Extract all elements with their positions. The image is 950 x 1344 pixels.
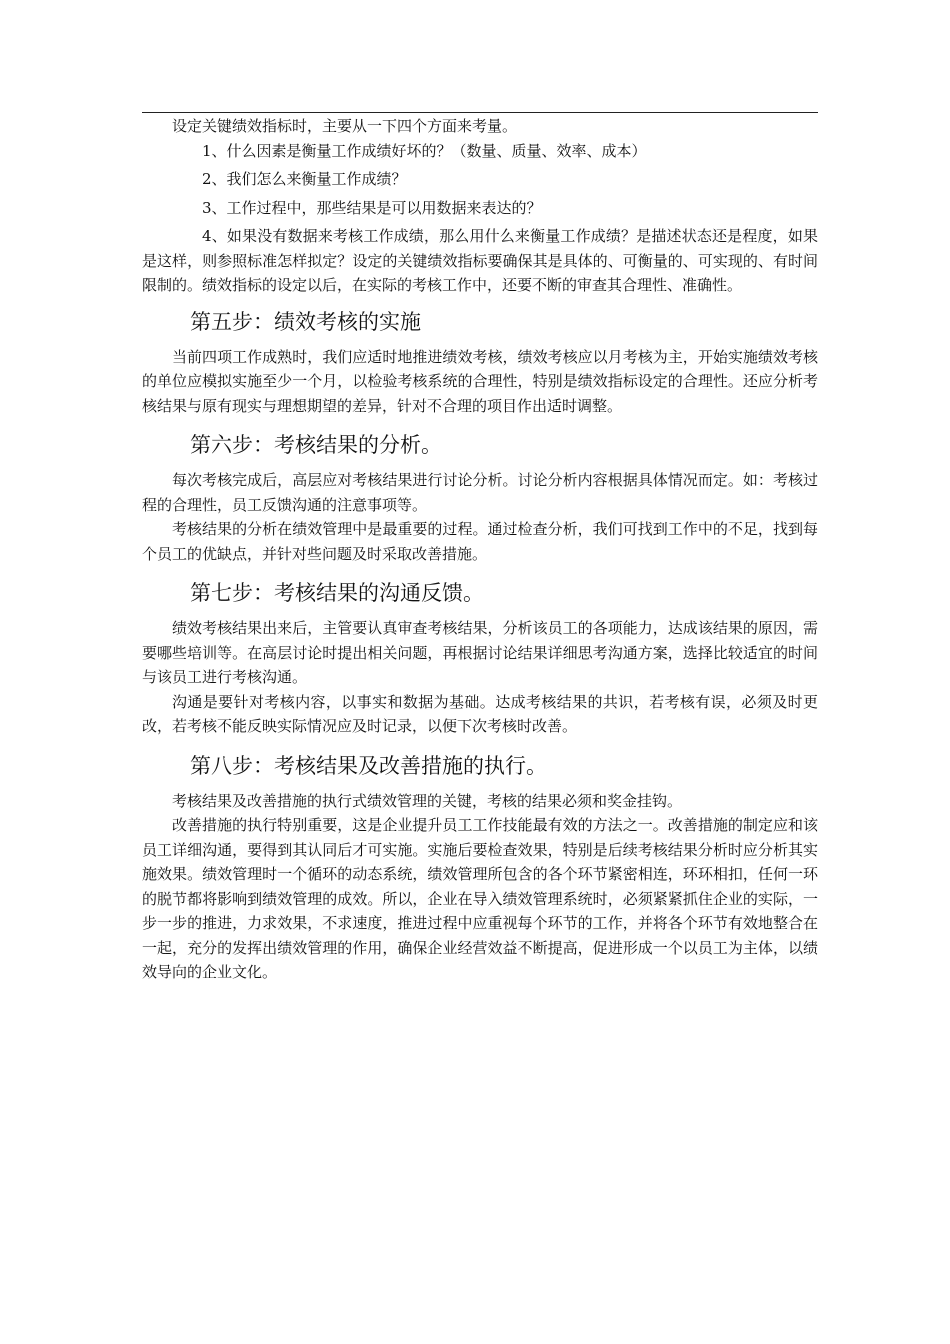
step6-paragraph-2: 考核结果的分析在绩效管理中是最重要的过程。通过检查分析，我们可找到工作中的不足，找到每个员工的优缺点，并针对些问题及时采取改善措施。 <box>142 520 818 563</box>
step6-paragraph-1: 每次考核完成后，高层应对考核结果进行讨论分析。讨论分析内容根据具体情况而定。如：考核过程的合理性，员工反馈沟通的注意事项等。 <box>142 471 818 514</box>
list-item-1: 1、什么因素是衡量工作成绩好坏的？（数量、质量、效率、成本） <box>202 141 647 160</box>
intro-paragraph: 设定关键绩效指标时，主要从一下四个方面来考量。 <box>172 117 518 135</box>
step7-paragraph-2: 沟通是要针对考核内容，以事实和数据为基础。达成考核结果的共识，若考核有误，必须及时更改，若考核不能反映实际情况应及时记录，以便下次考核时改善。 <box>142 692 818 735</box>
section-heading-step8: 第八步：考核结果及改善措施的执行。 <box>190 753 547 778</box>
step8-paragraph-1: 考核结果及改善措施的执行式绩效管理的关键，考核的结果必须和奖金挂钩。 <box>172 791 683 810</box>
section-heading-step6: 第六步：考核结果的分析。 <box>190 433 442 457</box>
step5-paragraph-1: 当前四项工作成熟时，我们应适时地推进绩效考核，绩效考核应以月考核为主，开始实施绩效考核的单位应模拟实施至少一个月，以检验考核系统的合理性，特别是绩效指标设定的合理性。还应分析考核结果与原有现实与理想期望的差异，针对不合理的项目作出适时调整。 <box>142 347 818 415</box>
list-item-3: 3、工作过程中，那些结果是可以用数据来表达的？ <box>202 198 542 217</box>
step7-paragraph-1: 绩效考核结果出来后，主管要认真审查考核结果，分析该员工的各项能力，达成该结果的原因，需要哪些培训等。在高层讨论时提出相关问题，再根据讨论结果详细思考沟通方案，选择比较适宜的时间与该员工进行考核沟通。 <box>142 619 818 686</box>
document-body <box>142 114 818 985</box>
section-heading-step5: 第五步：绩效考核的实施 <box>190 309 421 334</box>
header-rule <box>142 112 818 113</box>
step8-paragraph-2: 改善措施的执行特别重要，这是企业提升员工工作技能最有效的方法之一。改善措施的制定应和该员工详细沟通，要得到其认同后才可实施。实施后要检查效果，特别是后续考核结果分析时应分析其实施效果。绩效管理时一个循环的动态系统，绩效管理所包含的各个环节紧密相连，环环相扣，任何一环的脱节都将影响到绩效管理的成效。所以，企业在导入绩效管理系统时，必须紧紧抓住企业的实际，一步一步的推进，力求效果，不求速度，推进过程中应重视每个环节的工作，并将各个环节有效地整合在一起，充分的发挥出绩效管理的作用，确保企业经营效益不断提高，促进形成一个以员工为主体，以绩效导向的企业文化。 <box>142 816 818 981</box>
section-heading-step7: 第七步：考核结果的沟通反馈。 <box>190 581 484 605</box>
list-item-2: 2、我们怎么来衡量工作成绩？ <box>202 170 407 188</box>
list-item-4: 4、如果没有数据来考核工作成绩，那么用什么来衡量工作成绩？是描述状态还是程度，如果是这样，则参照标准怎样拟定？设定的关键绩效指标要确保其是具体的、可衡量的、可实现的、有时间限制的。绩效指标的设定以后，在实际的考核工作中，还要不断的审查其合理性、准确性。 <box>142 227 818 294</box>
